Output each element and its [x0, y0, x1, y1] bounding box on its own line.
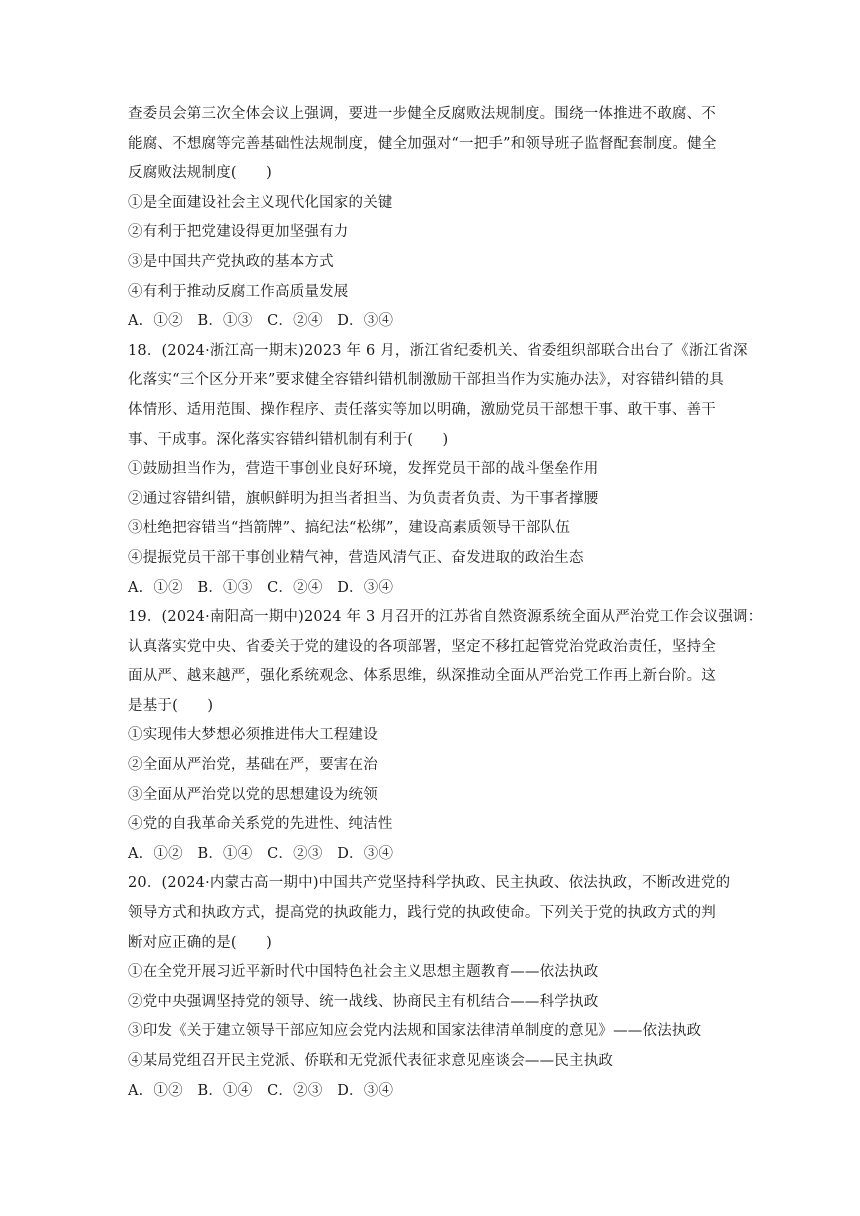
option-line: ④提振党员干部干事创业精气神，营造风清气正、奋发进取的政治生态	[128, 549, 584, 566]
question-stem-line: 事、干成事。深化落实容错纠错机制有利于( )	[128, 431, 449, 448]
question-18	[128, 337, 748, 603]
option-line: ③杜绝把容错当“挡箭牌”、搞纪法“松绑”，建设高素质领导干部队伍	[128, 520, 571, 537]
answer-choices: A．①② B．①④ C．②③ D．③④	[128, 1082, 394, 1099]
option-line: ①在全党开展习近平新时代中国特色社会主义思想主题教育——依法执政	[128, 964, 599, 981]
option-line: ③印发《关于建立领导干部应知应会党内法规和国家法律清单制度的意见》——依法执政	[128, 1023, 702, 1040]
question-stem-line: 查委员会第三次全体会议上强调，要进一步健全反腐败法规制度。围绕一体推进不敢腐、不	[128, 106, 716, 122]
option-line: ③是中国共产党执政的基本方式	[128, 253, 334, 270]
question-stem-line: 是基于( )	[128, 697, 214, 714]
option-line: ②全面从严治党，基础在严，要害在治	[128, 757, 378, 774]
answer-choices: A．①② B．①④ C．②③ D．③④	[128, 845, 394, 862]
option-line: ③全面从严治党以党的思想建设为统领	[128, 786, 378, 803]
option-line: ④党的自我革命关系党的先进性、纯洁性	[128, 816, 393, 833]
question-stem-line: 反腐败法规制度( )	[128, 165, 273, 182]
option-line: ①实现伟大梦想必须推进伟大工程建设	[128, 727, 378, 744]
option-line: ④有利于推动反腐工作高质量发展	[128, 283, 349, 300]
answer-choices: A．①② B．①③ C．②④ D．③④	[128, 579, 394, 596]
option-line: ①是全面建设社会主义现代化国家的关键	[128, 194, 393, 211]
question-stem-line: 体情形、适用范围、操作程序、责任落实等加以明确，激励党员干部想干事、敢干事、善干	[128, 401, 716, 418]
question-20	[128, 869, 740, 1106]
question-stem-line: 能腐、不想腐等完善基础性法规制度，健全加强对“一把手”和领导班子监督配套制度。健全	[128, 135, 717, 152]
option-line: ②通过容错纠错，旗帜鲜明为担当者担当、为负责者负责、为干事者撑腰	[128, 490, 599, 507]
question-stem-line: 认真落实党中央、省委关于党的建设的各项部署，坚定不移扛起管党治党政治责任，坚持全	[128, 638, 716, 655]
question-stem-line: 18．(2024·浙江高一期末)2023 年 6 月，浙江省纪委机关、省委组织部联合出台了《浙江省深	[128, 342, 748, 359]
question-stem-line: 19．(2024·南阳高一期中)2024 年 3 月召开的江苏省自然资源系统全面从严治党工作会议强调：	[128, 609, 763, 626]
question-stem-line: 领导方式和执政方式，提高党的执政能力，践行党的执政使命。下列关于党的执政方式的判	[128, 905, 716, 922]
option-line: ②党中央强调坚持党的领导、统一战线、协商民主有机结合——科学执政	[128, 993, 599, 1010]
option-line: ②有利于把党建设得更加坚强有力	[128, 224, 349, 241]
option-line: ④某局党组召开民主党派、侨联和无党派代表征求意见座谈会——民主执政	[128, 1053, 614, 1069]
question-stem-line: 面从严、越来越严，强化系统观念、体系思维，纵深推动全面从严治党工作再上新台阶。这	[128, 668, 716, 685]
question-19	[128, 603, 763, 869]
question-17	[128, 100, 740, 337]
option-line: ①鼓励担当作为，营造干事创业良好环境，发挥党员干部的战斗堡垒作用	[128, 461, 599, 478]
question-stem-line: 20．(2024·内蒙古高一期中)中国共产党坚持科学执政、民主执政、依法执政，不断改进党的	[128, 875, 731, 892]
answer-choices: A．①② B．①③ C．②④ D．③④	[128, 313, 394, 330]
question-stem-line: 断对应正确的是( )	[128, 934, 273, 951]
question-stem-line: 化落实“三个区分开来”要求健全容错纠错机制激励干部担当作为实施办法》，对容错纠错的具	[128, 372, 724, 389]
